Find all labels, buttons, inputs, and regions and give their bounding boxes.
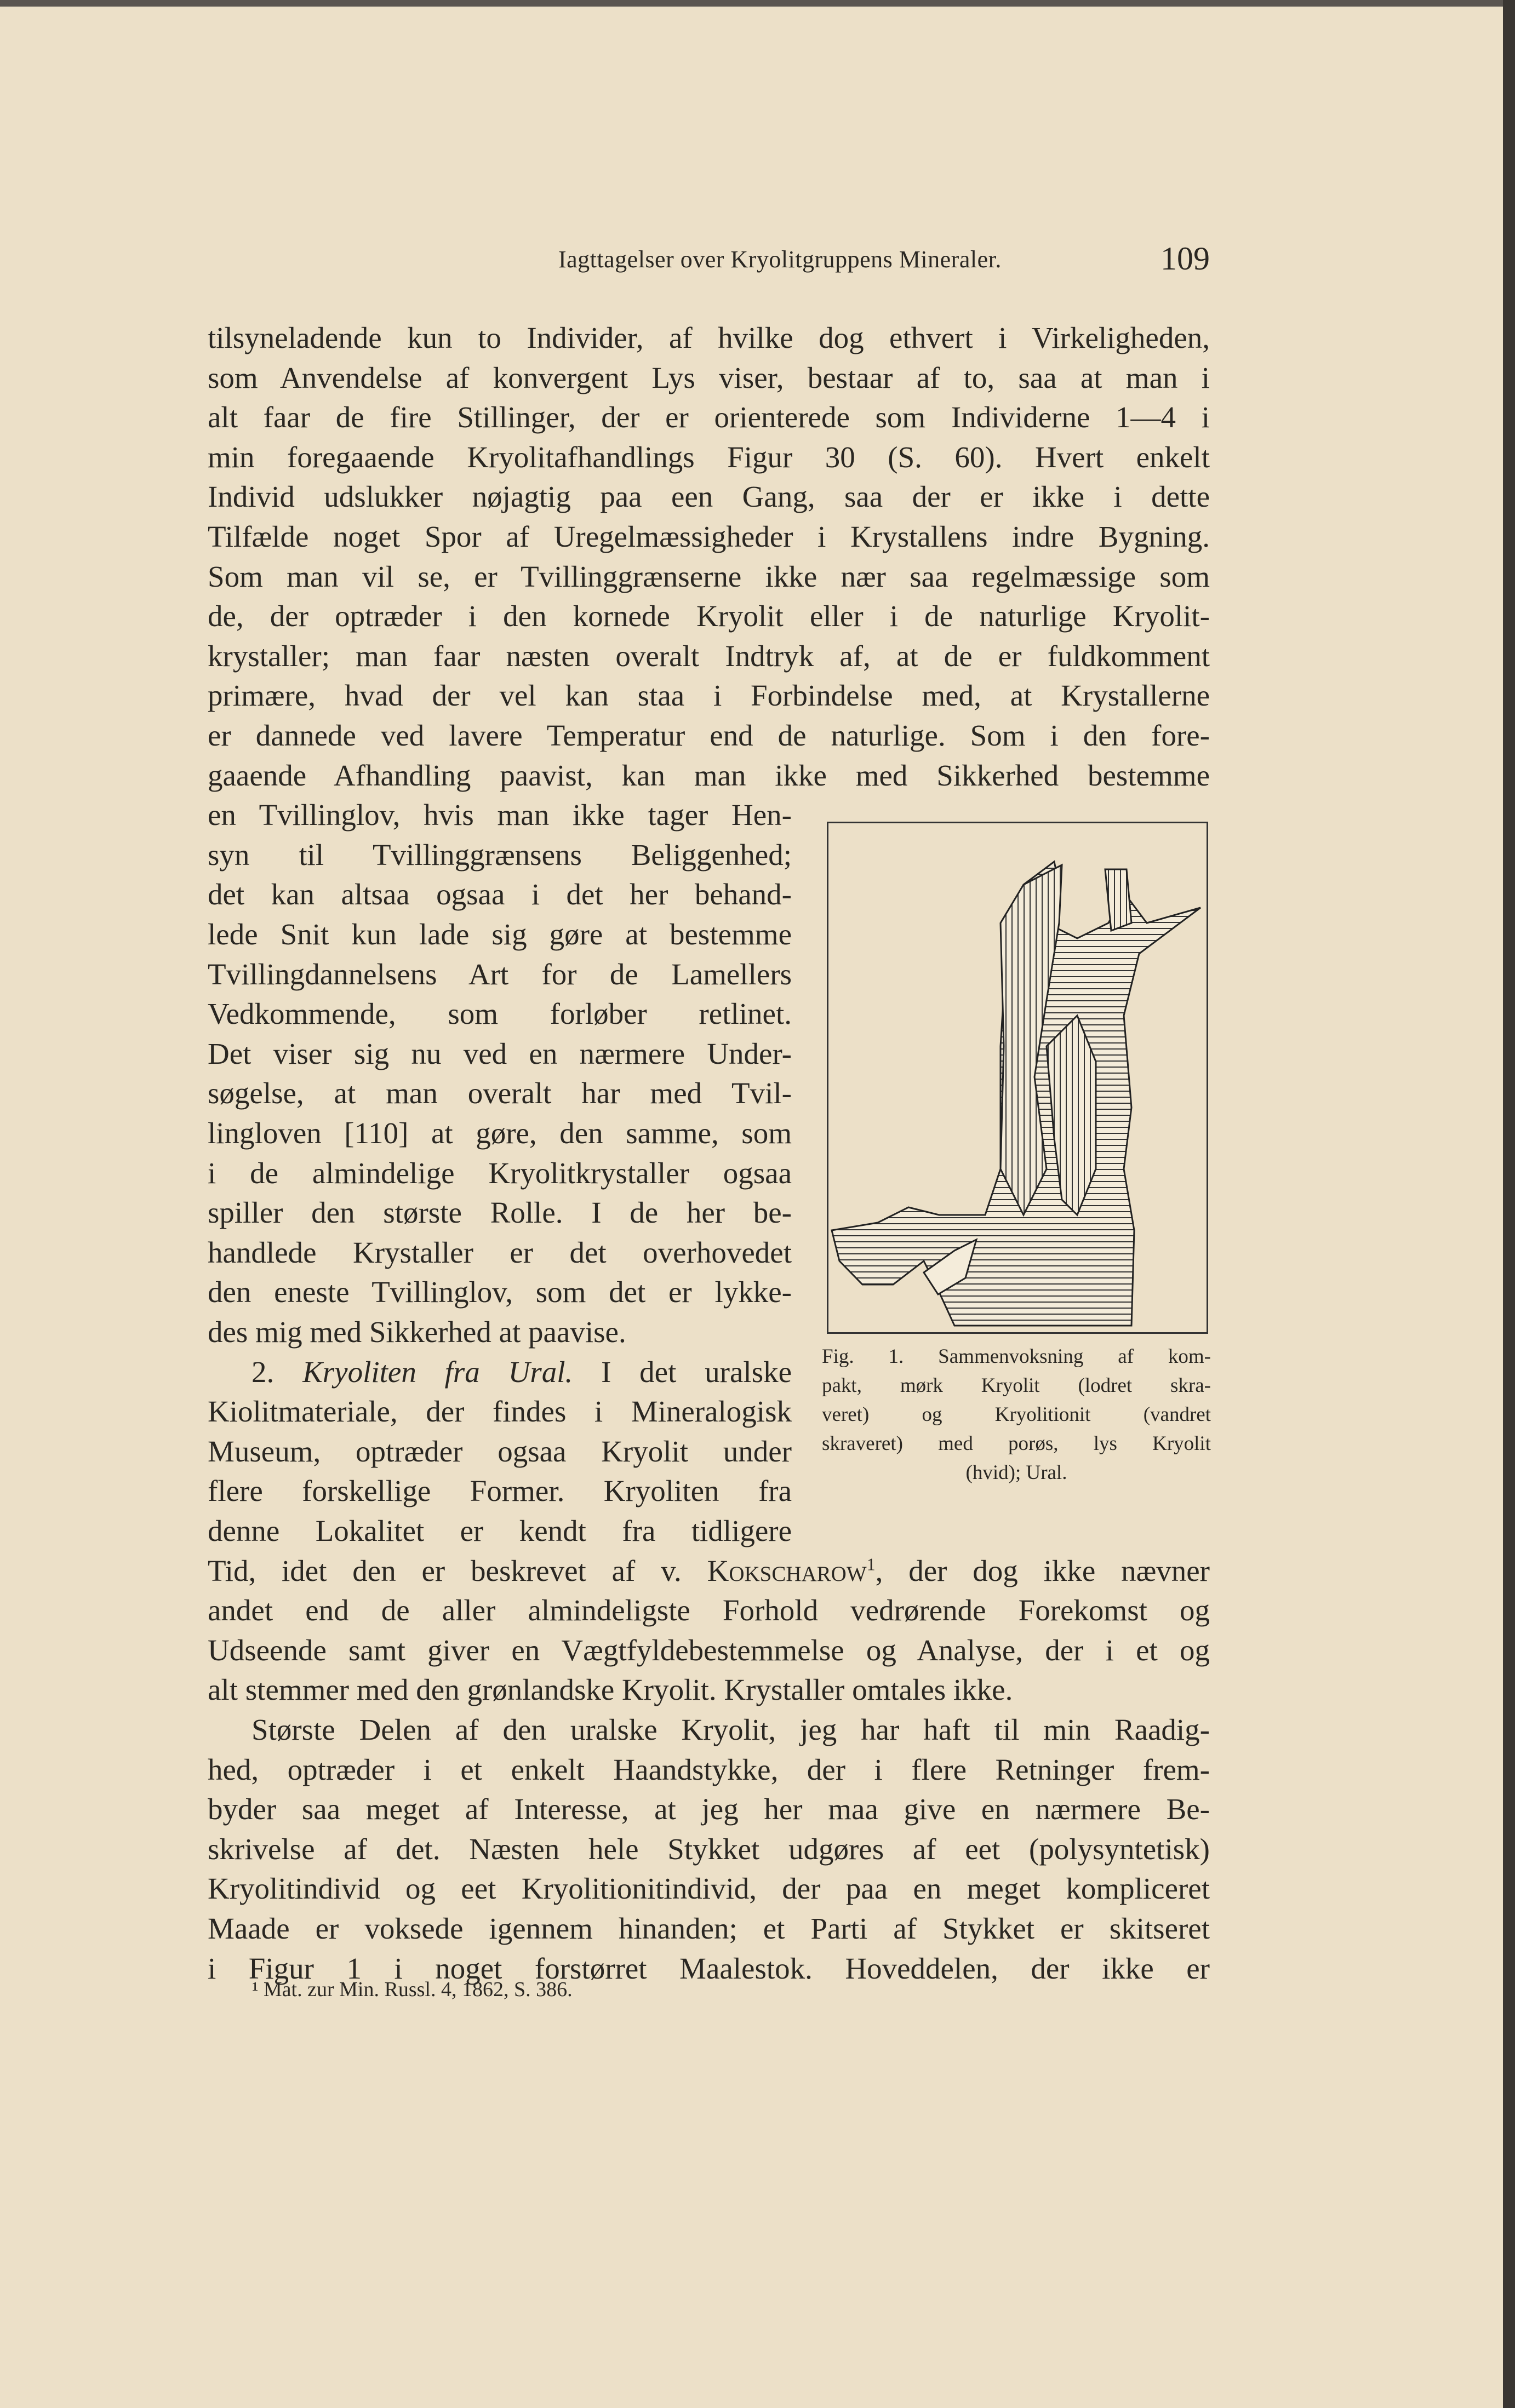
text-line: søgelse, at man overalt har med Tvil- xyxy=(208,1076,792,1110)
text-line: syn til Tvillinggrænsens Beliggenhed; xyxy=(208,838,792,872)
text-segment: Tid, idet den er beskrevet af v. xyxy=(208,1553,707,1587)
running-header xyxy=(208,240,1210,278)
figure-drawing xyxy=(828,823,1207,1332)
author-name: Kokscharow xyxy=(707,1553,867,1587)
text-line: som Anvendelse af konvergent Lys viser, bestaar af to, saa at man i xyxy=(208,360,1210,394)
page-number: 109 xyxy=(1160,240,1210,277)
text-line xyxy=(208,1353,792,1391)
text-line: skrivelse af det. Næsten hele Stykket udgøres af eet (polysyntetisk) xyxy=(208,1832,1210,1866)
text-line: primære, hvad der vel kan staa i Forbindelse med, at Krystallerne xyxy=(208,679,1210,713)
text-line: krystaller; man faar næsten overalt Indtryk af, at de er fuldkomment xyxy=(208,639,1210,673)
figure-caption xyxy=(822,1342,1211,1487)
text-segment: I det uralske xyxy=(573,1355,792,1389)
caption-line: (hvid); Ural. xyxy=(965,1461,1067,1484)
text-line: Kryolitindivid og eet Kryolitionitindivid, der paa en meget kompliceret xyxy=(208,1872,1210,1906)
italic-heading: Kryoliten fra Ural. xyxy=(302,1355,573,1389)
caption-line: Fig. 1. Sammenvoksning af kom- xyxy=(822,1345,1211,1368)
text-line: handlede Krystaller er det overhovedet xyxy=(208,1235,792,1269)
text-line: er dannede ved lavere Temperatur end de naturlige. Som i den fore- xyxy=(208,719,1210,752)
text-line: lede Snit kun lade sig gøre at bestemme xyxy=(208,918,792,951)
text-line: Største Delen af den uralske Kryolit, jeg har haft til min Raadig- xyxy=(251,1713,1210,1746)
text-line: Individ udslukker nøjagtig paa een Gang, saa der er ikke i dette xyxy=(208,480,1210,514)
text-line: flere forskellige Former. Kryoliten fra xyxy=(208,1474,792,1508)
figure-1 xyxy=(827,822,1208,1334)
text-line: Museum, optræder ogsaa Kryolit under xyxy=(208,1434,792,1468)
text-line: spiller den største Rolle. I de her be- xyxy=(208,1196,792,1230)
text-segment: 2. xyxy=(251,1355,303,1389)
text-line: Udseende samt giver en Vægtfyldebestemmelse og Analyse, der i et og xyxy=(208,1633,1210,1667)
text-line: lingloven [110] at gøre, den samme, som xyxy=(208,1116,792,1150)
text-line: Kiolitmateriale, der findes i Mineralogisk xyxy=(208,1395,792,1429)
text-line: Det viser sig nu ved en nærmere Under- xyxy=(208,1036,792,1070)
caption-line: veret) og Kryolitionit (vandret xyxy=(822,1403,1211,1426)
text-line: Tilfælde noget Spor af Uregelmæssigheder i Krystallens indre Bygning. xyxy=(208,520,1210,553)
footnote-ref: 1 xyxy=(866,1554,876,1574)
text-line: hed, optræder i et enkelt Haandstykke, der i flere Retninger frem- xyxy=(208,1752,1210,1786)
text-line: de, der optræder i den kornede Kryolit eller i de naturlige Kryolit- xyxy=(208,599,1210,633)
text-line: gaaende Afhandling paavist, kan man ikke med Sikkerhed bestemme xyxy=(208,758,1210,792)
text-line: Som man vil se, er Tvillinggrænserne ikke nær saa regelmæssige som xyxy=(208,559,1210,593)
text-line: byder saa meget af Interesse, at jeg her maa give en nærmere Be- xyxy=(208,1792,1210,1826)
text-line: den eneste Tvillinglov, som det er lykke- xyxy=(208,1275,792,1309)
text-line: min foregaaende Kryolitafhandlings Figur 30 (S. 60). Hvert enkelt xyxy=(208,440,1210,474)
running-title: Iagttagelser over Kryolitgruppens Mineraler. xyxy=(558,246,1002,273)
text-line: en Tvillinglov, hvis man ikke tager Hen- xyxy=(208,798,792,832)
text-line: alt faar de fire Stillinger, der er orienterede som Individerne 1—4 i xyxy=(208,400,1210,434)
scan-right-edge xyxy=(1503,0,1515,2408)
scan-top-edge xyxy=(0,0,1515,7)
text-line: Maade er voksede igennem hinanden; et Parti af Stykket er skitseret xyxy=(208,1912,1210,1945)
text-line: det kan altsaa ogsaa i det her behand- xyxy=(208,878,792,911)
text-segment: , der dog ikke nævner xyxy=(875,1553,1210,1587)
footnote: ¹ Mat. zur Min. Russl. 4, 1862, S. 386. xyxy=(252,1978,573,2001)
text-line: des mig med Sikkerhed at paavise. xyxy=(208,1315,626,1349)
text-line: Vedkommende, som forløber retlinet. xyxy=(208,997,792,1031)
text-line: denne Lokalitet er kendt fra tidligere xyxy=(208,1514,792,1547)
caption-line: pakt, mørk Kryolit (lodret skra- xyxy=(822,1374,1211,1397)
text-line: Tvillingdannelsens Art for de Lamellers xyxy=(208,957,792,991)
text-line: alt stemmer med den grønlandske Kryolit. Krystaller omtales ikke. xyxy=(208,1673,1013,1707)
text-line: i Figur 1 i noget forstørret Maalestok. Hoveddelen, der ikke er xyxy=(208,1951,1210,1985)
caption-line: skraveret) med porøs, lys Kryolit xyxy=(822,1432,1211,1455)
text-line: i de almindelige Kryolitkrystaller ogsaa xyxy=(208,1156,792,1190)
text-line: andet end de aller almindeligste Forhold vedrørende Forekomst og xyxy=(208,1593,1210,1627)
text-line: tilsyneladende kun to Individer, af hvilke dog ethvert i Virkeligheden, xyxy=(208,321,1210,354)
text-line xyxy=(208,1552,1210,1590)
